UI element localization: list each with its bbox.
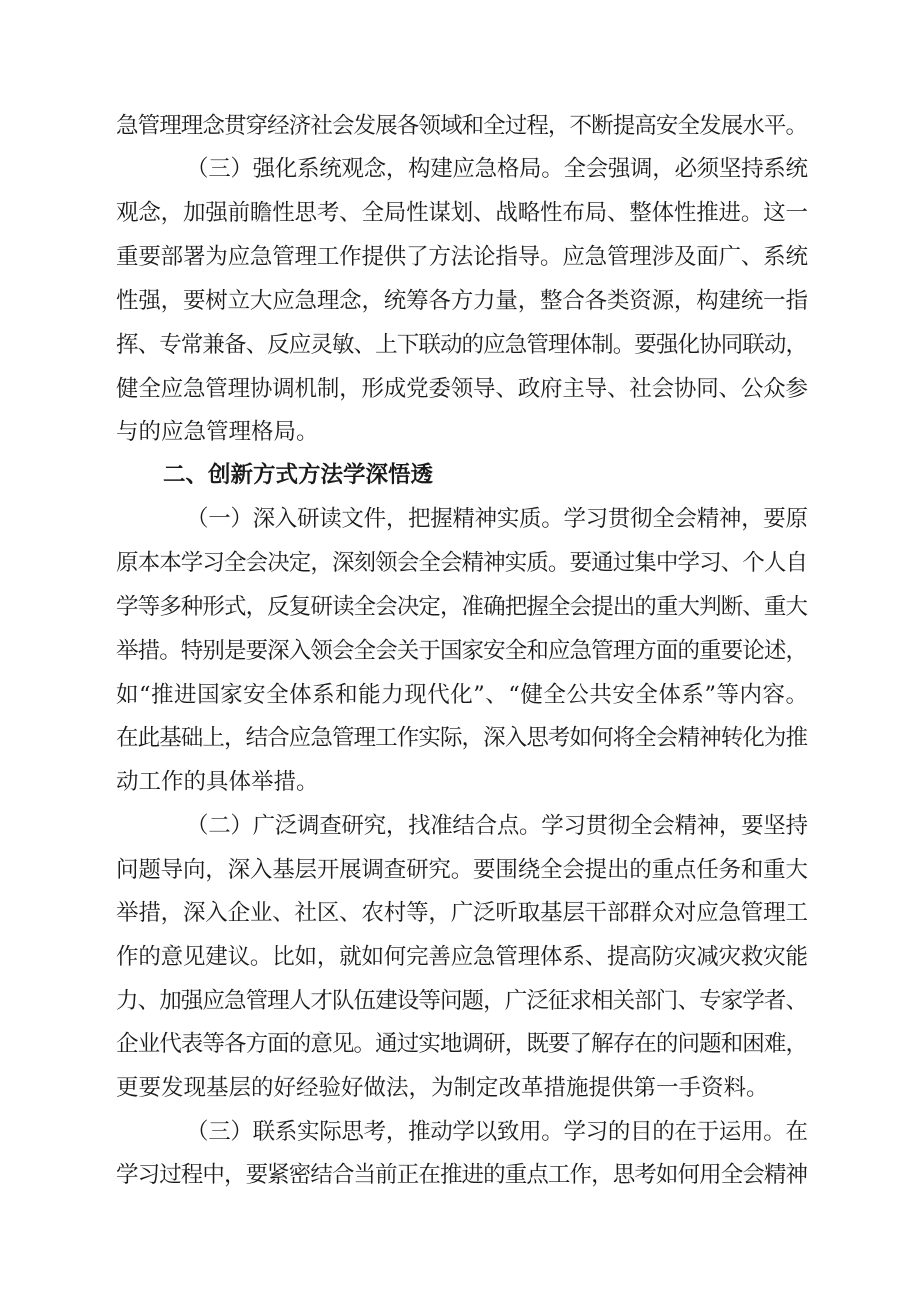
text-line bbox=[0, 760, 920, 804]
text-line bbox=[0, 979, 920, 1023]
line-text: 与的应急管理格局。 bbox=[116, 419, 319, 445]
text-line bbox=[0, 1022, 920, 1066]
text-line bbox=[0, 804, 920, 848]
text-line bbox=[0, 410, 920, 454]
line-text: 如“推进国家安全体系和能力现代化”、“健全公共安全体系”等内容。 bbox=[116, 682, 809, 708]
text-line bbox=[0, 673, 920, 717]
line-text: 观念，加强前瞻性思考、全局性谋划、战略性布局、整体性推进。这一 bbox=[116, 200, 808, 226]
line-text: 急管理理念贯穿经济社会发展各领域和全过程，不断提高安全发展水平。 bbox=[116, 113, 808, 139]
line-text: 举措。特别是要深入领会全会关于国家安全和应急管理方面的重要论述， bbox=[116, 638, 808, 664]
line-text: 原本本学习全会决定，深刻领会全会精神实质。要通过集中学习、个人自 bbox=[116, 550, 808, 576]
section-heading: 二、创新方式方法学深悟透 bbox=[163, 462, 434, 488]
line-text: 性强，要树立大应急理念，统筹各方力量，整合各类资源，构建统一指 bbox=[116, 288, 808, 314]
line-text: 问题导向，深入基层开展调查研究。要围绕全会提出的重点任务和重大 bbox=[116, 857, 808, 883]
line-text: 力、加强应急管理人才队伍建设等问题，广泛征求相关部门、专家学者、 bbox=[116, 988, 808, 1014]
text-line bbox=[0, 367, 920, 411]
line-text: 动工作的具体举措。 bbox=[116, 769, 319, 795]
line-text: （一）深入研读文件，把握精神实质。学习贯彻全会精神，要原 bbox=[186, 506, 808, 532]
text-line bbox=[0, 541, 920, 585]
text-line bbox=[0, 279, 920, 323]
text-line bbox=[0, 585, 920, 629]
text-line bbox=[0, 716, 920, 760]
text-line bbox=[0, 235, 920, 279]
text-line bbox=[0, 935, 920, 979]
line-text: （三）联系实际思考，推动学以致用。学习的目的在于运用。在 bbox=[186, 1119, 808, 1145]
text-line bbox=[0, 1153, 920, 1197]
line-text: 重要部署为应急管理工作提供了方法论指导。应急管理涉及面广、系统 bbox=[116, 244, 808, 270]
text-line bbox=[0, 191, 920, 235]
line-text: 挥、专常兼备、反应灵敏、上下联动的应急管理体制。要强化协同联动， bbox=[116, 332, 808, 358]
line-text: 学等多种形式，反复研读全会决定，准确把握全会提出的重大判断、重大 bbox=[116, 594, 808, 620]
text-line bbox=[0, 497, 920, 541]
line-text: 学习过程中，要紧密结合当前正在推进的重点工作，思考如何用全会精神 bbox=[116, 1162, 808, 1188]
text-line bbox=[0, 891, 920, 935]
line-text: 企业代表等各方面的意见。通过实地调研，既要了解存在的问题和困难， bbox=[116, 1031, 808, 1057]
text-line bbox=[0, 629, 920, 673]
line-text: （二）广泛调查研究，找准结合点。学习贯彻全会精神，要坚持 bbox=[186, 813, 808, 839]
line-text: 在此基础上，结合应急管理工作实际，深入思考如何将全会精神转化为推 bbox=[116, 725, 808, 751]
text-line bbox=[0, 323, 920, 367]
line-text: 作的意见建议。比如，就如何完善应急管理体系、提高防灾减灾救灾能 bbox=[116, 944, 808, 970]
line-text: 更要发现基层的好经验好做法，为制定改革措施提供第一手资料。 bbox=[116, 1075, 769, 1101]
text-line bbox=[0, 147, 920, 191]
line-text: 健全应急管理协调机制，形成党委领导、政府主导、社会协同、公众参 bbox=[116, 376, 808, 402]
line-text: 举措，深入企业、社区、农村等，广泛听取基层干部群众对应急管理工 bbox=[116, 900, 808, 926]
text-line bbox=[0, 1110, 920, 1154]
text-line bbox=[0, 848, 920, 892]
text-line bbox=[0, 1066, 920, 1110]
text-line bbox=[0, 104, 920, 148]
line-text: （三）强化系统观念，构建应急格局。全会强调，必须坚持系统 bbox=[186, 156, 808, 182]
